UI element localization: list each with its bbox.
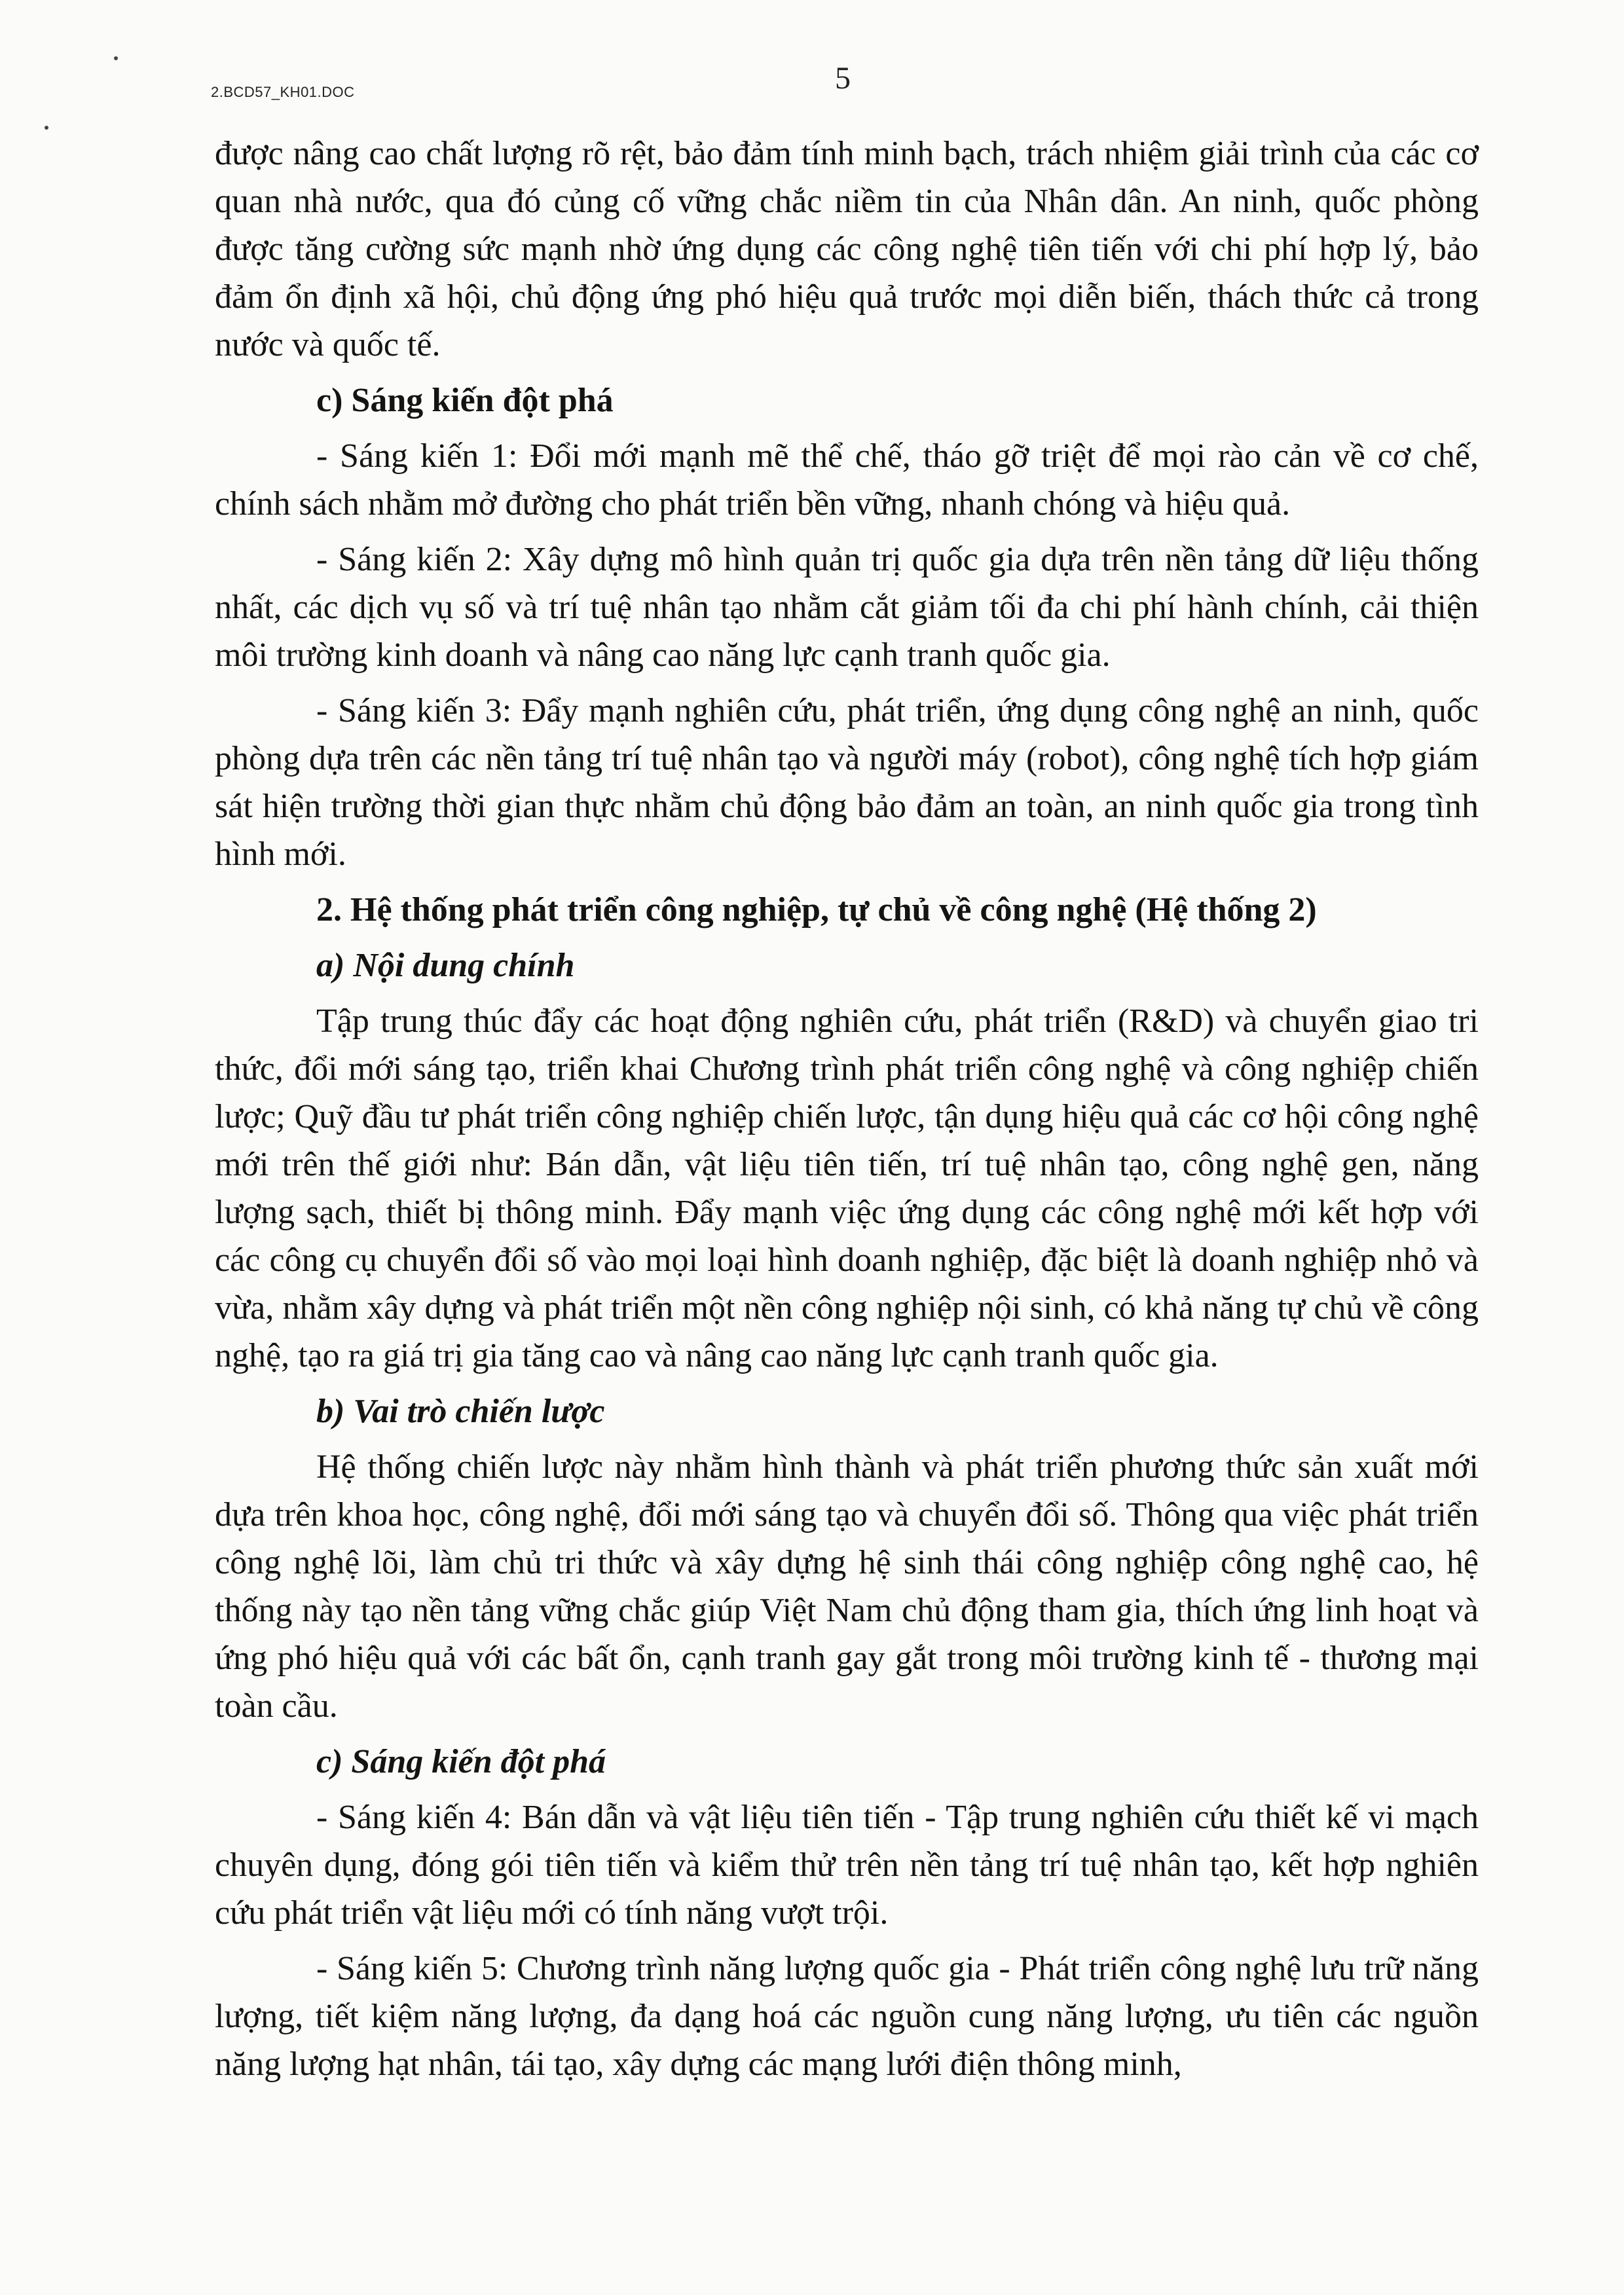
heading-strategic-role: b) Vai trò chiến lược <box>316 1393 605 1430</box>
document-body <box>215 130 1479 2088</box>
heading-main-content: a) Nội dung chính <box>316 947 575 984</box>
document-code: 2.BCD57_KH01.DOC <box>211 84 355 100</box>
paragraph-intro: được nâng cao chất lượng rõ rệt, bảo đảm tính minh bạch, trách nhiệm giải trình của các cơ quan nhà nước, qua đó củng cố vững chắc niềm tin của Nhân dân. An ninh, quốc phòng được tăng cường sức mạnh nhờ ứng dụng các công nghệ tiên tiến với chi phí hợp lý, bảo đảm ổn định xã hội, chủ động ứng phó hiệu quả trước mọi diễn biến, thách thức cả trong nước và quốc tế. <box>215 135 1479 363</box>
page-number: 5 <box>835 61 851 96</box>
paragraph-initiative-5: - Sáng kiến 5: Chương trình năng lượng quốc gia - Phát triển công nghệ lưu trữ năng lượng, tiết kiệm năng lượng, đa dạng hoá các nguồn cung năng lượng, ưu tiên các nguồn năng lượng hạt nhân, tái tạo, xây dựng các mạng lưới điện thông minh, <box>215 1950 1479 2083</box>
heading-breakthrough-initiatives-1: c) Sáng kiến đột phá <box>316 382 614 419</box>
heading-system-2: 2. Hệ thống phát triển công nghiệp, tự chủ về công nghệ (Hệ thống 2) <box>316 891 1317 928</box>
scan-speck <box>45 126 48 130</box>
paragraph-strategic-role: Hệ thống chiến lược này nhằm hình thành và phát triển phương thức sản xuất mới dựa trên khoa học, công nghệ, đổi mới sáng tạo và chuyển đổi số. Thông qua việc phát triển công nghệ lõi, làm chủ tri thức và xây dựng hệ sinh thái công nghiệp công nghệ cao, hệ thống này tạo nền tảng vững chắc giúp Việt Nam chủ động tham gia, thích ứng linh hoạt và ứng phó hiệu quả với các bất ổn, cạnh tranh gay gắt trong môi trường kinh tế - thương mại toàn cầu. <box>215 1448 1479 1725</box>
paragraph-initiative-3: - Sáng kiến 3: Đẩy mạnh nghiên cứu, phát triển, ứng dụng công nghệ an ninh, quốc phòng dựa trên các nền tảng trí tuệ nhân tạo và người máy (robot), công nghệ tích hợp giám sát hiện trường thời gian thực nhằm chủ động bảo đảm an toàn, an ninh quốc gia trong tình hình mới. <box>215 692 1479 873</box>
paragraph-initiative-1: - Sáng kiến 1: Đổi mới mạnh mẽ thể chế, tháo gỡ triệt để mọi rào cản về cơ chế, chính sách nhằm mở đường cho phát triển bền vững, nhanh chóng và hiệu quả. <box>215 437 1479 523</box>
paragraph-initiative-2: - Sáng kiến 2: Xây dựng mô hình quản trị quốc gia dựa trên nền tảng dữ liệu thống nhất, các dịch vụ số và trí tuệ nhân tạo nhằm cắt giảm tối đa chi phí hành chính, cải thiện môi trường kinh doanh và nâng cao năng lực cạnh tranh quốc gia. <box>215 541 1479 674</box>
scan-speck <box>114 56 118 60</box>
paragraph-initiative-4: - Sáng kiến 4: Bán dẫn và vật liệu tiên tiến - Tập trung nghiên cứu thiết kế vi mạch chuyên dụng, đóng gói tiên tiến và kiểm thử trên nền tảng trí tuệ nhân tạo, kết hợp nghiên cứu phát triển vật liệu mới có tính năng vượt trội. <box>215 1799 1479 1932</box>
paragraph-main-content: Tập trung thúc đẩy các hoạt động nghiên cứu, phát triển (R&D) và chuyển giao tri thức, đổi mới sáng tạo, triển khai Chương trình phát triển công nghệ và công nghiệp chiến lược; Quỹ đầu tư phát triển công nghiệp chiến lược, tận dụng hiệu quả các cơ hội công nghệ mới trên thế giới như: Bán dẫn, vật liệu tiên tiến, trí tuệ nhân tạo, công nghệ gen, năng lượng sạch, thiết bị thông minh. Đẩy mạnh việc ứng dụng các công nghệ mới kết hợp với các công cụ chuyển đổi số vào mọi loại hình doanh nghiệp, đặc biệt là doanh nghiệp nhỏ và vừa, nhằm xây dựng và phát triển một nền công nghiệp nội sinh, có khả năng tự chủ về công nghệ, tạo ra giá trị gia tăng cao và nâng cao năng lực cạnh tranh quốc gia. <box>215 1002 1479 1374</box>
heading-breakthrough-initiatives-2: c) Sáng kiến đột phá <box>316 1743 606 1780</box>
